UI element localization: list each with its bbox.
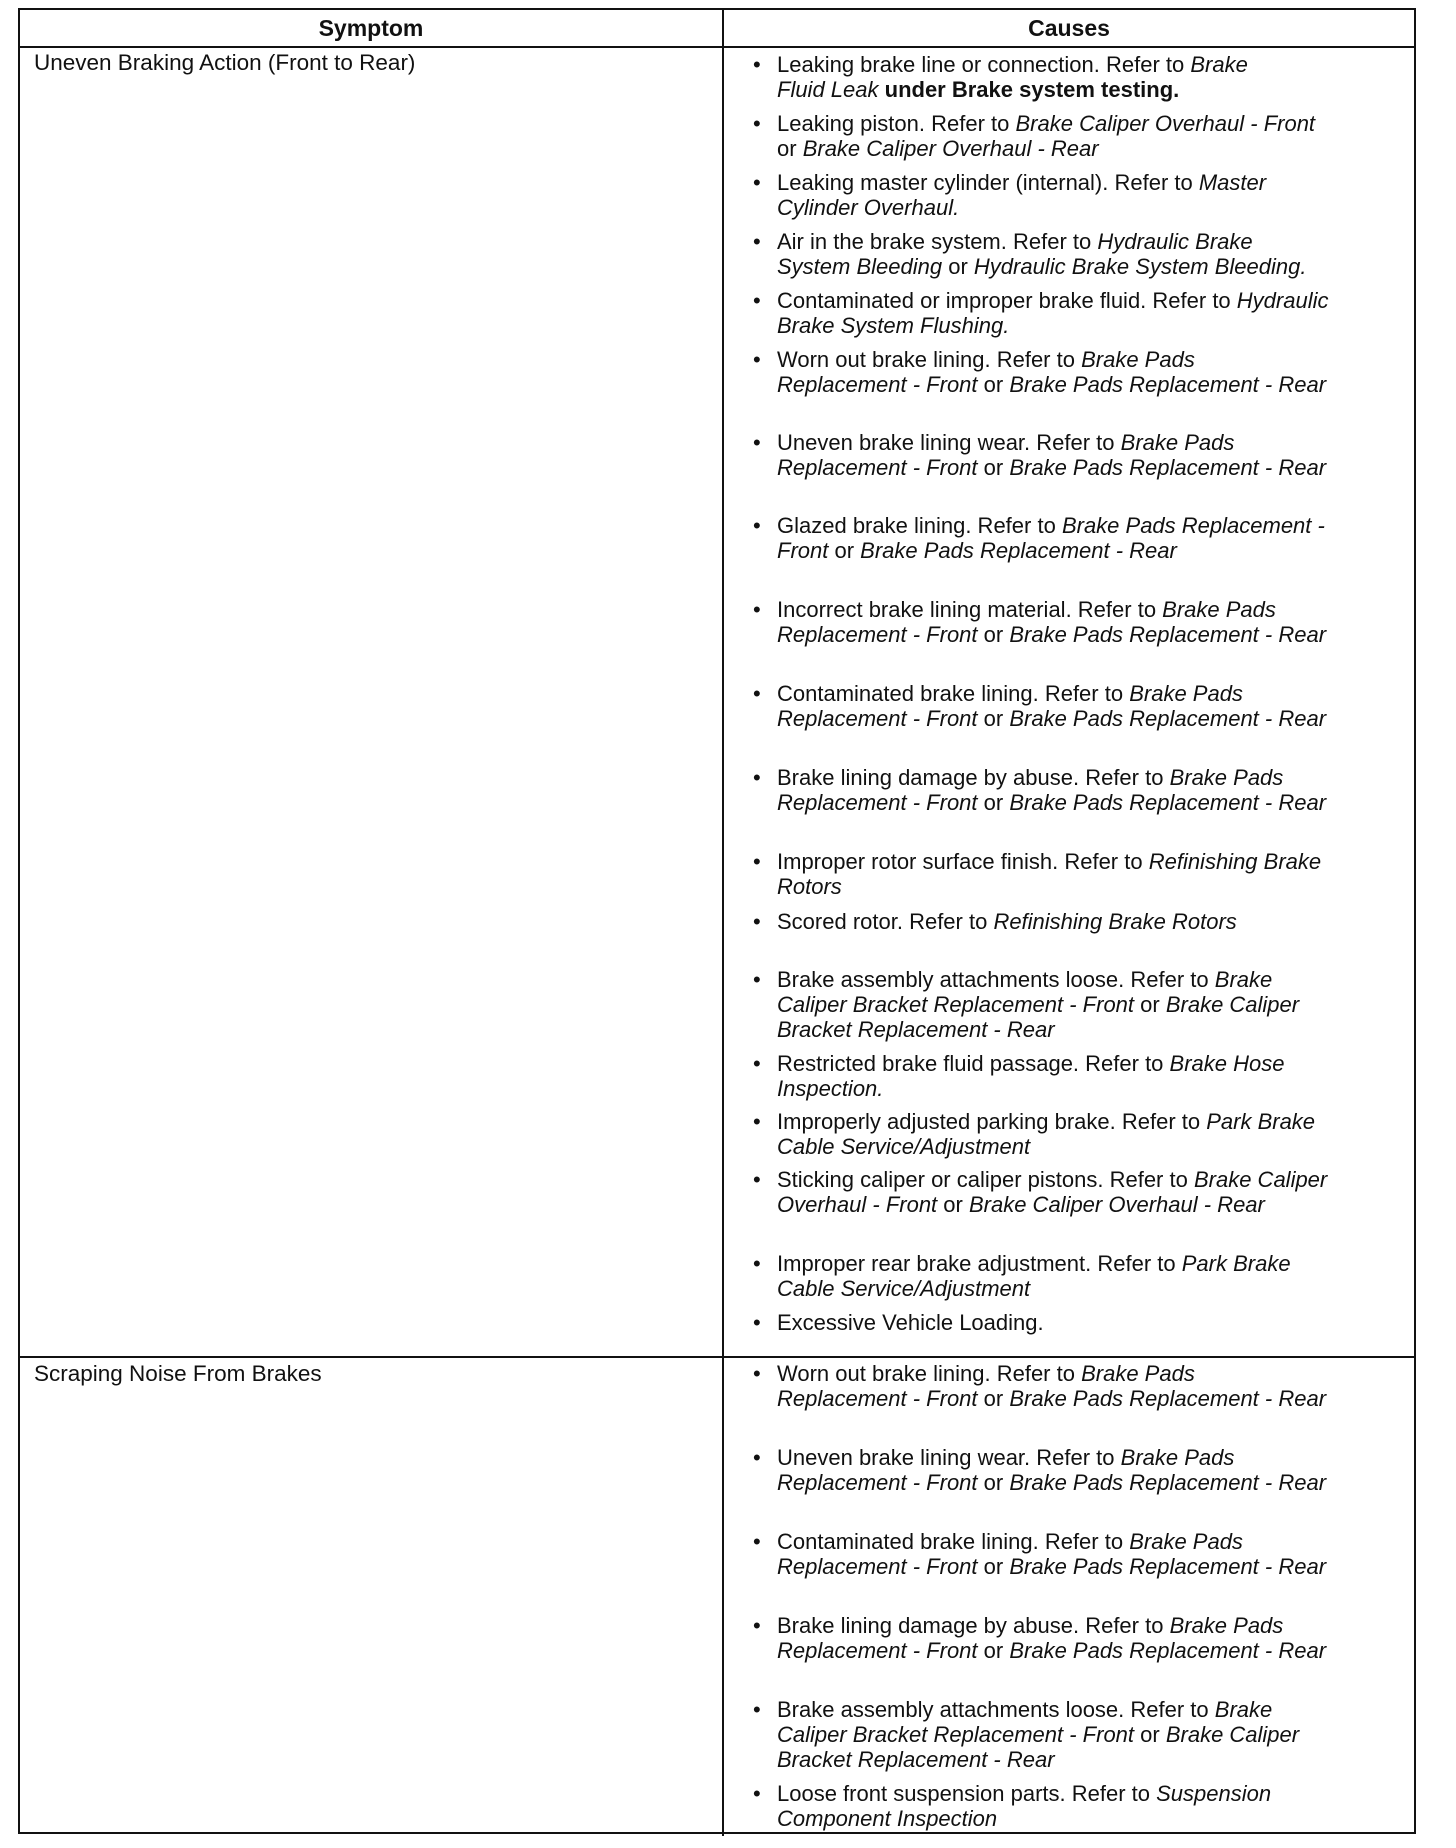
cause-item — [753, 288, 1413, 338]
cause-text: Incorrect brake lining material. Refer to — [777, 597, 1163, 622]
cause-reference: Hydraulic — [1236, 288, 1329, 313]
cause-item — [753, 347, 1413, 397]
cause-text: Glazed brake lining. Refer to — [777, 513, 1062, 538]
cause-reference: Front — [777, 538, 829, 563]
cause-item — [753, 1529, 1413, 1579]
cause-reference: Brake Pads — [1129, 681, 1243, 706]
cause-text: Leaking master cylinder (internal). Refer to — [777, 170, 1199, 195]
cause-text: Improperly adjusted parking brake. Refer to — [777, 1109, 1207, 1134]
cause-reference: Brake Pads Replacement - Rear — [1009, 1386, 1327, 1411]
cause-reference: Refinishing Brake Rotors — [993, 909, 1237, 934]
cause-item — [753, 1445, 1413, 1495]
cause-text: Leaking piston. Refer to — [777, 111, 1016, 136]
cause-reference: Brake Hose — [1169, 1051, 1285, 1076]
cause-item — [753, 1167, 1413, 1217]
cause-reference: Brake Pads Replacement - — [1061, 513, 1325, 538]
cause-text: Improper rotor surface finish. Refer to — [777, 849, 1149, 874]
cause-text: Loose front suspension parts. Refer to — [777, 1781, 1157, 1806]
bullet-icon: • — [753, 1310, 761, 1335]
cause-reference: Refinishing Brake — [1148, 849, 1322, 874]
cause-reference: Replacement - Front — [777, 1386, 978, 1411]
cause-reference: Brake Pads Replacement - Rear — [1009, 790, 1327, 815]
cause-reference: Brake Pads — [1129, 1529, 1243, 1554]
cause-reference: Park Brake — [1181, 1251, 1291, 1276]
cause-reference: Brake Pads — [1169, 765, 1284, 790]
bullet-icon: • — [753, 170, 761, 195]
cause-item — [753, 170, 1413, 220]
cause-reference: Overhaul - Front — [777, 1192, 938, 1217]
cause-reference: Brake Pads — [1169, 1613, 1284, 1638]
cause-text: or — [828, 538, 861, 563]
cause-text: under Brake system testing. — [878, 77, 1180, 102]
cause-text: Restricted brake fluid passage. Refer to — [777, 1051, 1170, 1076]
cause-item — [753, 1109, 1413, 1159]
cause-reference: Brake System Flushing. — [777, 313, 1010, 338]
cause-reference: Brake Caliper — [1165, 1722, 1300, 1747]
cause-item — [753, 967, 1413, 1042]
cause-reference: Master — [1198, 170, 1267, 195]
cause-reference: Brake Pads — [1081, 1361, 1195, 1386]
cause-reference: Bracket Replacement - Rear — [777, 1017, 1055, 1042]
cause-item — [753, 1310, 1413, 1335]
bullet-icon: • — [753, 967, 761, 992]
cause-item — [753, 1251, 1413, 1301]
cause-reference: Brake Caliper Overhaul - Front — [1015, 111, 1316, 136]
cause-text: or — [977, 1638, 1010, 1663]
cause-reference: Brake Caliper Overhaul - Rear — [802, 136, 1099, 161]
cause-item — [753, 1361, 1413, 1411]
cause-item — [753, 909, 1413, 934]
cause-reference: Replacement - Front — [777, 1470, 978, 1495]
cause-text: Air in the brake system. Refer to — [777, 229, 1098, 254]
cause-text: Uneven brake lining wear. Refer to — [777, 430, 1121, 455]
cause-text: Contaminated brake lining. Refer to — [777, 681, 1130, 706]
bullet-icon: • — [753, 347, 761, 372]
row-divider — [20, 1356, 1414, 1358]
cause-reference: Bracket Replacement - Rear — [777, 1747, 1055, 1772]
causes-column-header: Causes — [724, 10, 1414, 48]
bullet-icon: • — [753, 1445, 761, 1470]
cause-reference: Replacement - Front — [777, 790, 978, 815]
cause-text: or — [1134, 992, 1166, 1017]
bullet-icon: • — [753, 1529, 761, 1554]
cause-reference: Brake Pads — [1081, 347, 1195, 372]
cause-reference: Brake Pads — [1120, 1445, 1235, 1470]
cause-text: or — [942, 254, 974, 279]
cause-item — [753, 1781, 1413, 1831]
cause-item — [753, 430, 1413, 480]
cause-item — [753, 52, 1413, 102]
cause-text: or — [977, 1554, 1010, 1579]
bullet-icon: • — [753, 597, 761, 622]
symptom-uneven-braking: Uneven Braking Action (Front to Rear) — [34, 50, 416, 75]
cause-text: Brake lining damage by abuse. Refer to — [777, 765, 1170, 790]
cause-text: Worn out brake lining. Refer to — [777, 1361, 1082, 1386]
cause-reference: Brake — [1190, 52, 1248, 77]
cause-reference: Brake Pads Replacement - Rear — [1009, 622, 1327, 647]
bullet-icon: • — [753, 1051, 761, 1076]
cause-reference: Caliper Bracket Replacement - Front — [777, 1722, 1135, 1747]
cause-reference: Replacement - Front — [777, 372, 978, 397]
cause-reference: Brake — [1214, 1697, 1273, 1722]
bullet-icon: • — [753, 909, 761, 934]
cause-reference: Brake — [1214, 967, 1273, 992]
cause-text: or — [977, 1470, 1010, 1495]
cause-reference: Inspection. — [777, 1076, 884, 1101]
cause-reference: Brake Caliper — [1193, 1167, 1328, 1192]
cause-reference: Replacement - Front — [777, 1638, 978, 1663]
cause-item — [753, 1051, 1413, 1101]
cause-reference: Suspension — [1156, 1781, 1272, 1806]
cause-reference: Brake Caliper — [1165, 992, 1300, 1017]
bullet-icon: • — [753, 513, 761, 538]
cause-text: Leaking brake line or connection. Refer to — [777, 52, 1191, 77]
cause-text: or — [977, 1386, 1010, 1411]
cause-text: Scored rotor. Refer to — [777, 909, 994, 934]
cause-text: Contaminated or improper brake fluid. Refer to — [777, 288, 1237, 313]
cause-reference: Brake Pads Replacement - Rear — [1009, 1638, 1327, 1663]
cause-text: or — [977, 372, 1010, 397]
cause-item — [753, 1613, 1413, 1663]
cause-text: or — [977, 622, 1010, 647]
cause-item — [753, 681, 1413, 731]
symptom-column-header: Symptom — [20, 10, 724, 48]
bullet-icon: • — [753, 430, 761, 455]
cause-reference: Brake Pads Replacement - Rear — [1009, 1554, 1327, 1579]
bullet-icon: • — [753, 1613, 761, 1638]
cause-item — [753, 597, 1413, 647]
cause-text: or — [937, 1192, 969, 1217]
cause-reference: Brake Pads — [1120, 430, 1235, 455]
cause-reference: Brake Pads Replacement - Rear — [1009, 1470, 1327, 1495]
bullet-icon: • — [753, 1781, 761, 1806]
cause-item — [753, 849, 1413, 899]
bullet-icon: • — [753, 765, 761, 790]
cause-text: Worn out brake lining. Refer to — [777, 347, 1082, 372]
column-divider — [722, 46, 724, 1836]
cause-text: Uneven brake lining wear. Refer to — [777, 1445, 1121, 1470]
bullet-icon: • — [753, 1251, 761, 1276]
bullet-icon: • — [753, 111, 761, 136]
cause-reference: Replacement - Front — [777, 622, 978, 647]
cause-reference: Brake Pads — [1162, 597, 1276, 622]
cause-reference: Hydraulic Brake System Bleeding. — [973, 254, 1307, 279]
bullet-icon: • — [753, 1361, 761, 1386]
bullet-icon: • — [753, 288, 761, 313]
cause-item — [753, 229, 1413, 279]
cause-reference: Hydraulic Brake — [1097, 229, 1253, 254]
symptom-causes-table — [18, 8, 1416, 1834]
cause-reference: Replacement - Front — [777, 706, 978, 731]
cause-reference: Brake Pads Replacement - Rear — [1009, 706, 1327, 731]
cause-reference: Park Brake — [1206, 1109, 1316, 1134]
cause-text: Improper rear brake adjustment. Refer to — [777, 1251, 1182, 1276]
cause-reference: System Bleeding — [777, 254, 943, 279]
cause-item — [753, 765, 1413, 815]
cause-item — [753, 1697, 1413, 1772]
cause-text: Brake assembly attachments loose. Refer to — [777, 1697, 1215, 1722]
cause-text: Contaminated brake lining. Refer to — [777, 1529, 1130, 1554]
cause-text: Sticking caliper or caliper pistons. Refer to — [777, 1167, 1194, 1192]
cause-text: Brake assembly attachments loose. Refer to — [777, 967, 1215, 992]
cause-text: Excessive Vehicle Loading. — [777, 1310, 1044, 1335]
cause-reference: Replacement - Front — [777, 455, 978, 480]
bullet-icon: • — [753, 681, 761, 706]
cause-reference: Caliper Bracket Replacement - Front — [777, 992, 1135, 1017]
symptom-scraping-noise: Scraping Noise From Brakes — [34, 1361, 322, 1386]
cause-reference: Brake Pads Replacement - Rear — [860, 538, 1177, 563]
bullet-icon: • — [753, 1697, 761, 1722]
cause-reference: Brake Pads Replacement - Rear — [1009, 455, 1327, 480]
cause-reference: Brake Caliper Overhaul - Rear — [968, 1192, 1265, 1217]
bullet-icon: • — [753, 849, 761, 874]
cause-reference: Cylinder Overhaul. — [777, 195, 960, 220]
cause-reference: Fluid Leak — [777, 77, 879, 102]
cause-reference: Replacement - Front — [777, 1554, 978, 1579]
cause-item — [753, 111, 1413, 161]
cause-item — [753, 513, 1413, 563]
cause-reference: Rotors — [777, 874, 842, 899]
cause-text: or — [977, 790, 1010, 815]
cause-text: or — [1134, 1722, 1166, 1747]
cause-text: or — [977, 455, 1010, 480]
bullet-icon: • — [753, 1167, 761, 1192]
bullet-icon: • — [753, 229, 761, 254]
bullet-icon: • — [753, 52, 761, 77]
cause-reference: Brake Pads Replacement - Rear — [1009, 372, 1327, 397]
cause-reference: Component Inspection — [777, 1806, 998, 1831]
cause-text: Brake lining damage by abuse. Refer to — [777, 1613, 1170, 1638]
cause-text: or — [977, 706, 1010, 731]
cause-text: or — [777, 136, 803, 161]
bullet-icon: • — [753, 1109, 761, 1134]
cause-reference: Cable Service/Adjustment — [777, 1276, 1031, 1301]
cause-reference: Cable Service/Adjustment — [777, 1134, 1031, 1159]
